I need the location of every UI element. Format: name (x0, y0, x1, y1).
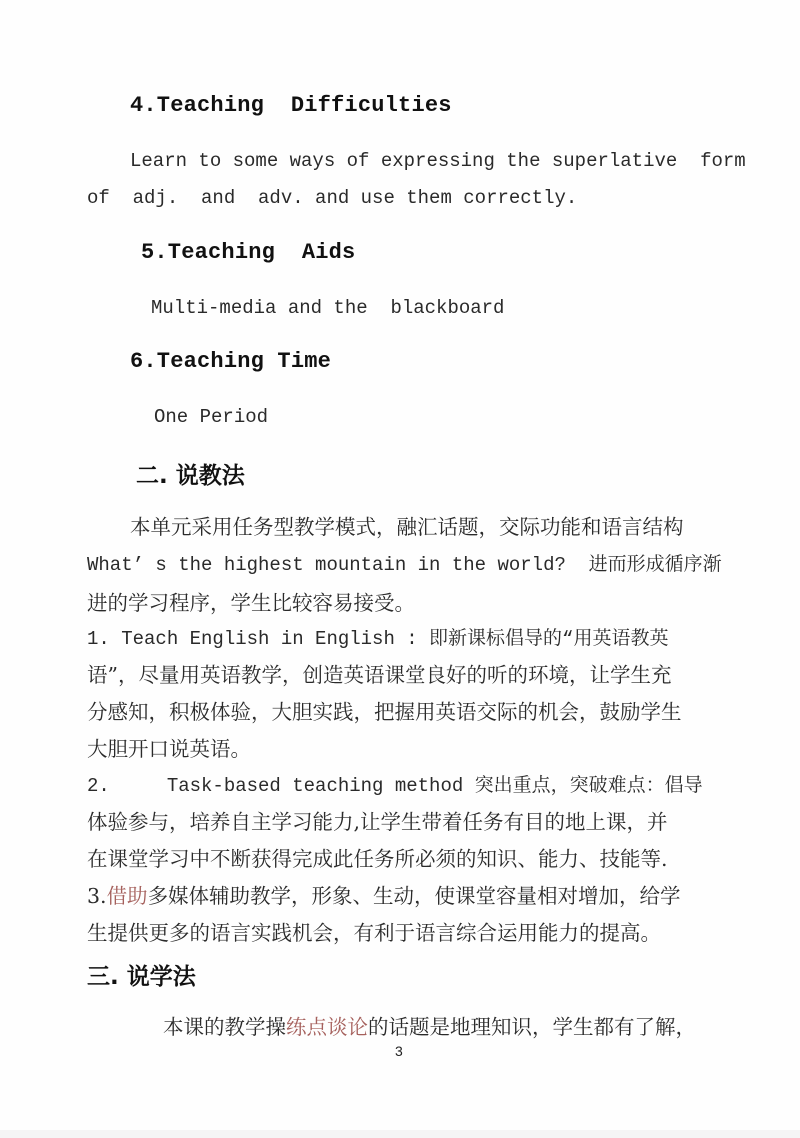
heading-teaching-difficulties: 4.Teaching Difficulties (130, 93, 452, 118)
learning-text-rest: 的话题是地理知识，学生都有了解， (368, 1015, 696, 1039)
item-3-text: 多媒体辅助教学，形象、生动，使课堂容量相对增加，给学 (147, 884, 681, 908)
method-item-1-line: 大胆开口说英语。 (87, 737, 251, 761)
page-number: 3 (395, 1043, 403, 1059)
heading-learning-methods: 三. 说学法 (87, 964, 196, 990)
method-item-1-line: 分感知，积极体验，大胆实践，把握用英语交际的机会，鼓励学生 (87, 700, 682, 724)
page-bottom-edge (0, 1130, 800, 1138)
method-item-3-line: 生提供更多的语言实践机会，有利于语言综合运用能力的提高。 (87, 921, 661, 945)
method-item-1-line: 语”，尽量用英语教学，创造英语课堂良好的听的环境，让学生充 (87, 663, 672, 687)
method-item-2-line: 2. Task-based teaching method 突出重点，突破难点：倡导 (87, 775, 703, 797)
methods-intro-line: What’ s the highest mountain in the world? 进而形成循序渐 (87, 554, 722, 576)
methods-intro-line: 本单元采用任务型教学模式，融汇话题，交际功能和语言结构 (130, 515, 684, 539)
method-item-1-line: 1. Teach English in English : 即新课标倡导的“用英语教英 (87, 628, 669, 650)
heading-teaching-time: 6.Teaching Time (130, 349, 332, 374)
time-text: One Period (154, 406, 269, 428)
method-item-2-line: 在课堂学习中不断获得完成此任务所必须的知识、能力、技能等. (87, 847, 668, 871)
learning-text-prefix: 本课的教学操 (163, 1015, 286, 1039)
methods-intro-line: 进的学习程序，学生比较容易接受。 (87, 591, 415, 615)
heading-teaching-methods: 二. 说教法 (136, 463, 245, 489)
learning-text-line (163, 1014, 696, 1040)
method-item-2-line: 体验参与，培养自主学习能力,让学生带着任务有目的地上课，并 (87, 810, 668, 834)
difficulties-text-line: Learn to some ways of expressing the superlative form (130, 150, 746, 172)
aids-text: Multi-media and the blackboard (151, 297, 505, 319)
method-item-3-line (87, 883, 681, 909)
item-3-number: 3. (87, 884, 107, 908)
heading-teaching-aids: 5.Teaching Aids (141, 240, 356, 265)
difficulties-text-line: of adj. and adv. and use them correctly. (87, 187, 578, 209)
highlighted-text: 借助 (106, 884, 148, 908)
highlighted-text: 练点谈论 (286, 1015, 368, 1039)
